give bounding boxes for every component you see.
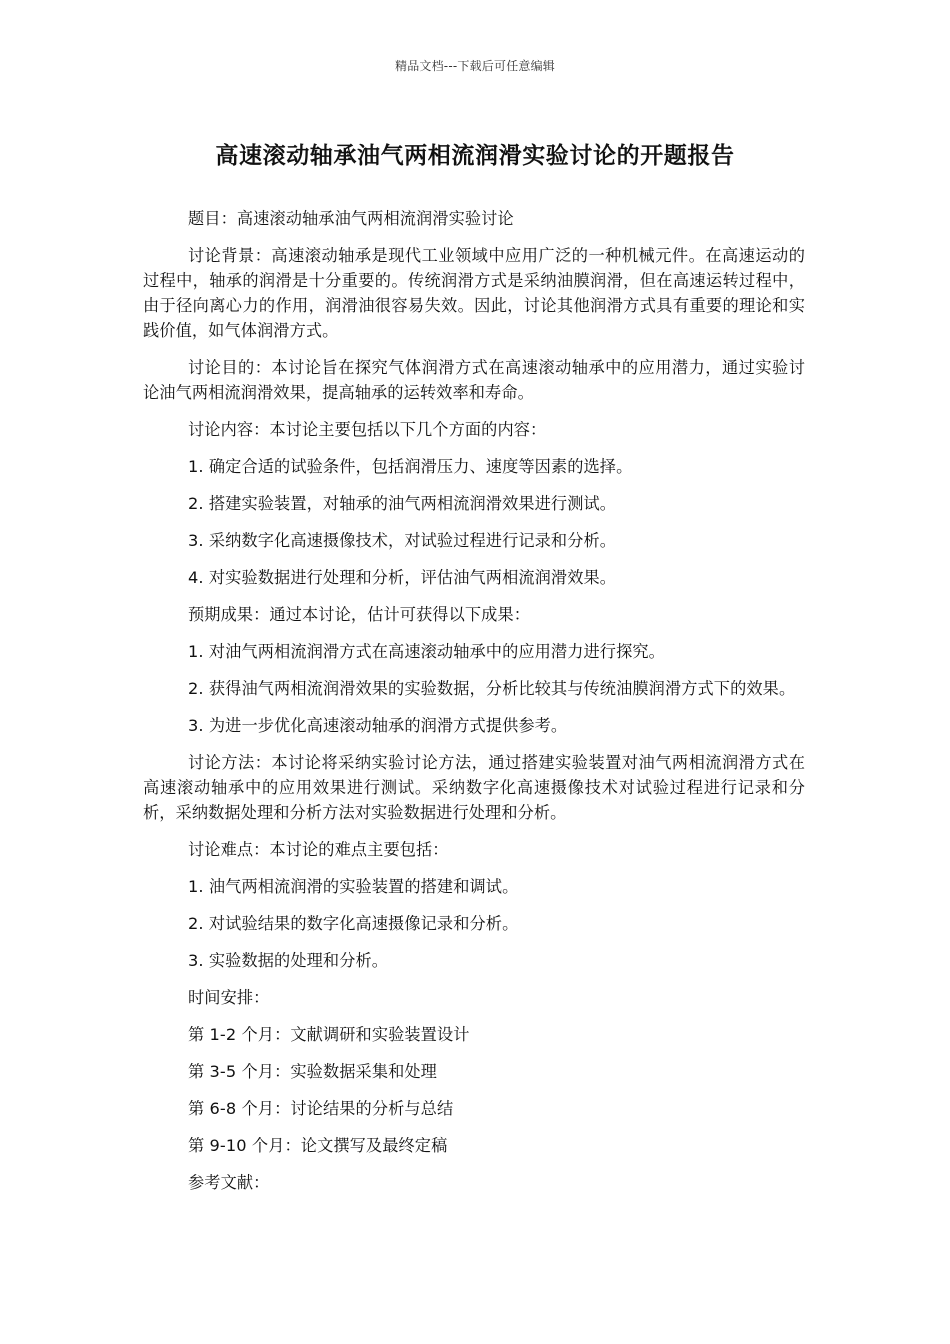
difficulty-3: 3. 实验数据的处理和分析。 <box>188 951 389 970</box>
schedule-heading: 时间安排： <box>188 988 270 1007</box>
content-item-4: 4. 对实验数据进行处理和分析，评估油气两相流润滑效果。 <box>188 568 617 587</box>
document-body <box>143 206 805 1207</box>
difficulty-1: 1. 油气两相流润滑的实验装置的搭建和调试。 <box>188 877 519 896</box>
expected-result-2: 2. 获得油气两相流润滑效果的实验数据，分析比较其与传统油膜润滑方式下的效果。 <box>188 679 796 698</box>
method-paragraph: 讨论方法：本讨论将采纳实验讨论方法，通过搭建实验装置对油气两相流润滑方式在高速滚动轴承中的应用效果进行测试。采纳数字化高速摄像技术对试验过程进行记录和分析，采纳数据处理和分析方法对实验数据进行处理和分析。 <box>143 753 805 822</box>
schedule-item-1: 第 1-2 个月：文献调研和实验装置设计 <box>188 1025 470 1044</box>
purpose-paragraph: 讨论目的：本讨论旨在探究气体润滑方式在高速滚动轴承中的应用潜力，通过实验讨论油气两相流润滑效果，提高轴承的运转效率和寿命。 <box>143 358 805 402</box>
difficulty-2: 2. 对试验结果的数字化高速摄像记录和分析。 <box>188 914 519 933</box>
header-note: 精品文档---下载后可任意编辑 <box>395 59 555 73</box>
schedule-item-3: 第 6-8 个月：讨论结果的分析与总结 <box>188 1099 454 1118</box>
expected-result-1: 1. 对油气两相流润滑方式在高速滚动轴承中的应用潜力进行探究。 <box>188 642 665 661</box>
content-item-2: 2. 搭建实验装置，对轴承的油气两相流润滑效果进行测试。 <box>188 494 617 513</box>
references-heading: 参考文献： <box>188 1173 270 1192</box>
schedule-item-4: 第 9-10 个月：论文撰写及最终定稿 <box>188 1136 448 1155</box>
expected-results-intro: 预期成果：通过本讨论，估计可获得以下成果： <box>188 605 531 624</box>
expected-result-3: 3. 为进一步优化高速滚动轴承的润滑方式提供参考。 <box>188 716 568 735</box>
content-item-3: 3. 采纳数字化高速摄像技术，对试验过程进行记录和分析。 <box>188 531 617 550</box>
schedule-item-2: 第 3-5 个月：实验数据采集和处理 <box>188 1062 437 1081</box>
content-item-1: 1. 确定合适的试验条件，包括润滑压力、速度等因素的选择。 <box>188 457 633 476</box>
difficulties-intro: 讨论难点：本讨论的难点主要包括： <box>188 840 449 859</box>
document-title: 高速滚动轴承油气两相流润滑实验讨论的开题报告 <box>215 143 735 169</box>
background-paragraph: 讨论背景：高速滚动轴承是现代工业领域中应用广泛的一种机械元件。在高速运动的过程中，轴承的润滑是十分重要的。传统润滑方式是采纳油膜润滑，但在高速运转过程中，由于径向离心力的作用，润滑油很容易失效。因此，讨论其他润滑方式具有重要的理论和实践价值，如气体润滑方式。 <box>143 246 805 340</box>
topic-paragraph: 题目：高速滚动轴承油气两相流润滑实验讨论 <box>188 209 514 228</box>
content-intro-paragraph: 讨论内容：本讨论主要包括以下几个方面的内容： <box>188 420 547 439</box>
